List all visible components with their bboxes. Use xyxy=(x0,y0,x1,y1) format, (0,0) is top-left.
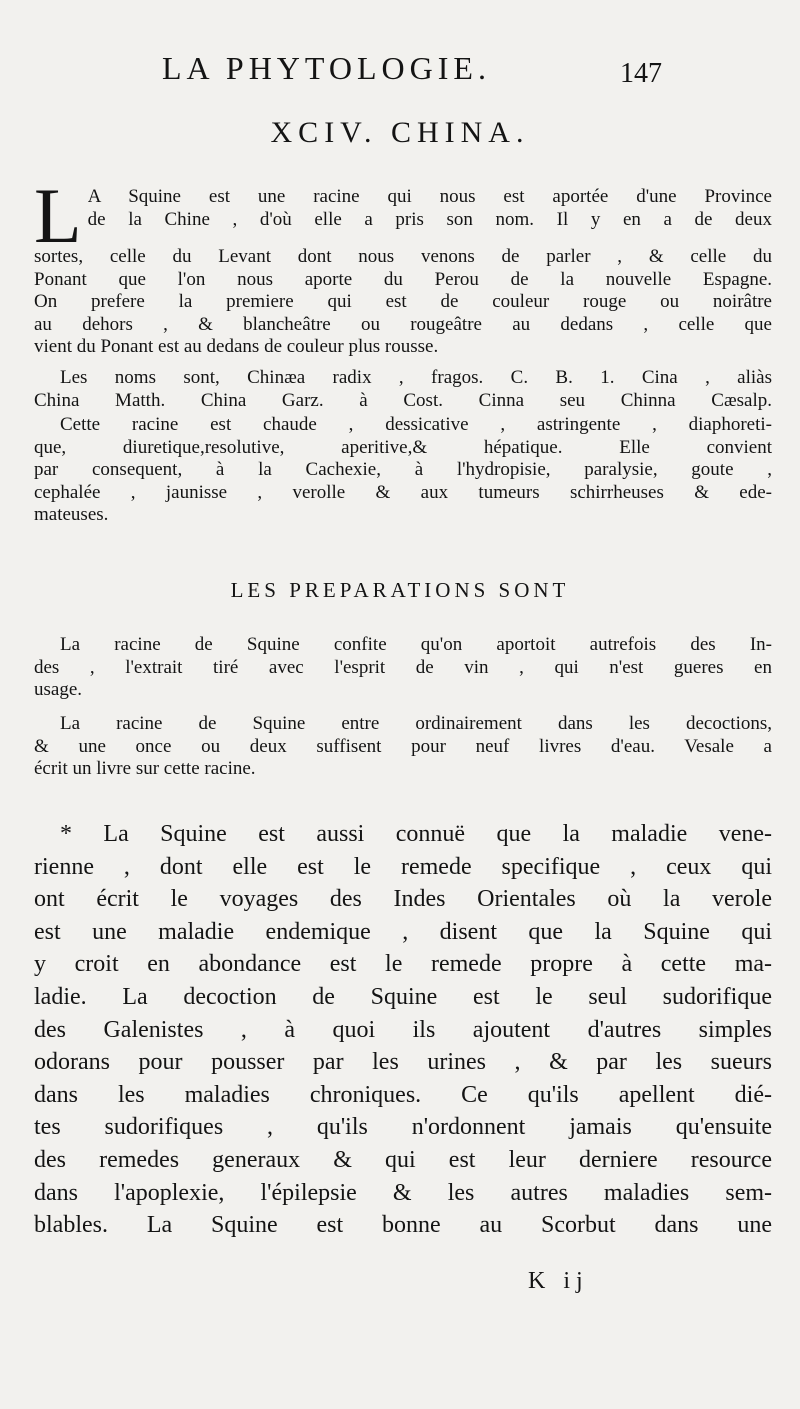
text-line: Ponant que l'on nous aporte du Perou de la nouvelle Espagne. xyxy=(34,268,772,290)
paragraph-decoctions xyxy=(34,713,772,781)
paragraph-intro xyxy=(34,172,772,359)
text-line: A Squine est une racine qui nous est aportée d'une Province xyxy=(87,186,772,207)
running-header xyxy=(0,50,800,100)
text-line: ladie. La decoction de Squine est le seul sudorifique xyxy=(34,983,772,1010)
running-title: LA PHYTOLOGIE. xyxy=(162,50,491,86)
text-line: Cette racine est chaude , dessicative , astringente , diaphoreti- xyxy=(60,414,772,435)
text-line: des Galenistes , à quoi ils ajoutent d'autres simples xyxy=(34,1016,772,1043)
text-line: On prefere la premiere qui est de couleur rouge ou noirâtre xyxy=(34,291,772,312)
text-line: sortes, celle du Levant dont nous venons de parler , & celle du xyxy=(34,246,772,267)
paragraph-properties xyxy=(34,414,772,527)
text-line: usage. xyxy=(34,679,83,700)
text-line: que, diuretique,resolutive, aperitive,& hépatique. Elle convient xyxy=(34,436,772,458)
text-line: mateuses. xyxy=(34,504,109,525)
paragraph-names xyxy=(34,367,772,412)
text-line: & une once ou deux suffisent pour neuf livres d'eau. Vesale a xyxy=(34,735,772,757)
text-line: China Matth. China Garz. à Cost. Cinna seu Chinna Cæsalp. xyxy=(34,389,772,411)
text-line: vient du Ponant est au dedans de couleur plus rousse. xyxy=(34,336,439,357)
text-line: * La Squine est aussi connuë que la maladie vene- xyxy=(60,821,772,847)
text-line: écrit un livre sur cette racine. xyxy=(34,758,256,779)
text-line: cephalée , jaunisse , verolle & aux tumeurs schirrheuses & ede- xyxy=(34,481,772,503)
text-line: La racine de Squine entre ordinairement dans les decoctions, xyxy=(60,713,772,734)
chapter-title: XCIV. CHINA. xyxy=(270,116,530,149)
text-line: par consequent, à la Cachexie, à l'hydropisie, paralysie, goute , xyxy=(34,459,772,480)
text-line: des , l'extrait tiré avec l'esprit de vin , qui n'est gueres en xyxy=(34,656,772,678)
page-number: 147 xyxy=(620,58,662,89)
text-line: tes sudorifiques , qu'ils n'ordonnent jamais qu'ensuite xyxy=(34,1114,772,1141)
signature-mark: K ij xyxy=(528,1268,589,1294)
text-line: y croit en abondance est le remede propre à cette ma- xyxy=(34,951,772,978)
text-line: dans l'apoplexie, l'épilepsie & les autres maladies sem- xyxy=(34,1179,772,1206)
text-line: dans les maladies chroniques. Ce qu'ils apellent dié- xyxy=(34,1081,772,1108)
text-line: blables. La Squine est bonne au Scorbut dans une xyxy=(34,1212,772,1239)
text-line: de la Chine , d'où elle a pris son nom. Il y en a de deux xyxy=(87,208,772,230)
section-heading: LES PREPARATIONS SONT xyxy=(230,578,570,602)
text-line: Les noms sont, Chinæa radix , fragos. C. B. 1. Cina , aliàs xyxy=(60,367,772,388)
text-line: au dehors , & blancheâtre ou rougeâtre au dedans , celle que xyxy=(34,313,772,335)
text-line: est une maladie endemique , disent que la Squine qui xyxy=(34,918,772,945)
text-line: rienne , dont elle est le remede specifique , ceux qui xyxy=(34,853,772,880)
note-block xyxy=(34,818,772,1242)
paragraph-preparations xyxy=(34,634,772,702)
drop-cap: L xyxy=(34,172,82,259)
text-line: odorans pour pousser par les urines , & par les sueurs xyxy=(34,1049,772,1076)
text-line: des remedes generaux & qui est leur derniere resource xyxy=(34,1146,772,1173)
text-line: La racine de Squine confite qu'on aportoit autrefois des In- xyxy=(60,634,772,655)
text-line: ont écrit le voyages des Indes Orientales où la verole xyxy=(34,886,772,913)
